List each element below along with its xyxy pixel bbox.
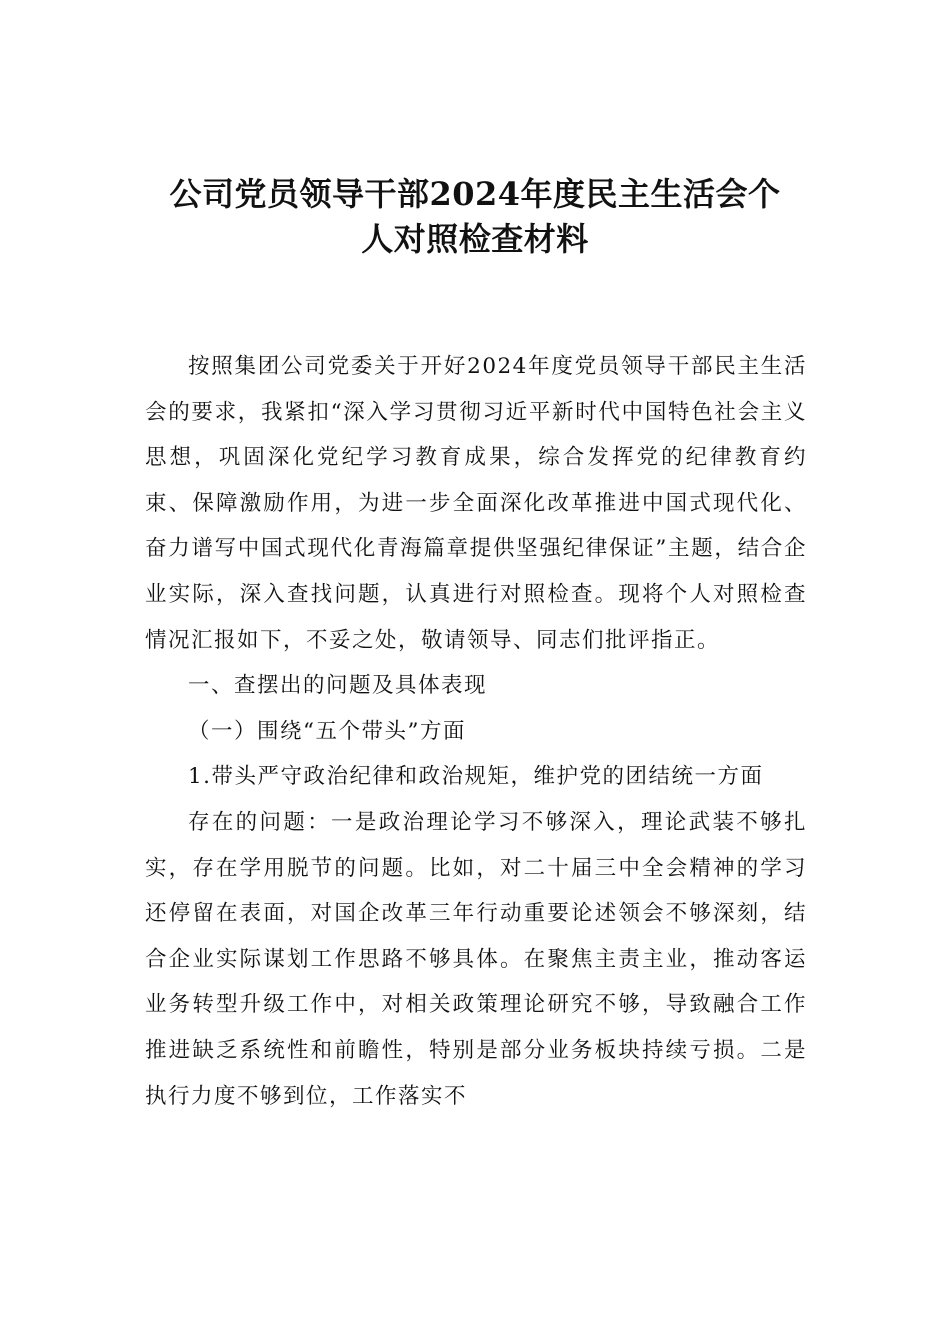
problems-paragraph: 存在的问题：一是政治理论学习不够深入，理论武装不够扎实，存在学用脱节的问题。比如，对二十届三中全会精神的学习还停留在表面，对国企改革三年行动重要论述领会不够深刻，结合企业实际谋划工作思路不够具体。在聚焦主责主业，推动客运业务转型升级工作中，对相关政策理论研究不够，导致融合工作推进缺乏系统性和前瞻性，特别是部分业务板块持续亏损。二是执行力度不够到位，工作落实不	[145, 809, 807, 1109]
section-heading-1: 一、查摆出的问题及具体表现	[188, 673, 488, 699]
document-title-line-2: 人对照检查材料	[361, 220, 589, 258]
item-heading-1: 1.带头严守政治纪律和政治规矩，维护党的团结统一方面	[188, 764, 764, 790]
intro-paragraph: 按照集团公司党委关于开好2024年度党员领导干部民主生活会的要求，我紧扣“深入学习贯彻习近平新时代中国特色社会主义思想，巩固深化党纪学习教育成果，综合发挥党的纪律教育约束、保障激励作用，为进一步全面深化改革推进中国式现代化、奋力谱写中国式现代化青海篇章提供坚强纪律保证”主题，结合企业实际，深入查找问题，认真进行对照检查。现将个人对照检查情况汇报如下，不妥之处，敬请领导、同志们批评指正。	[145, 354, 807, 653]
document-title-line-1: 公司党员领导干部2024年度民主生活会个	[169, 175, 781, 213]
subsection-heading-1: （一）围绕“五个带头”方面	[188, 718, 466, 744]
document-body	[145, 344, 807, 1119]
